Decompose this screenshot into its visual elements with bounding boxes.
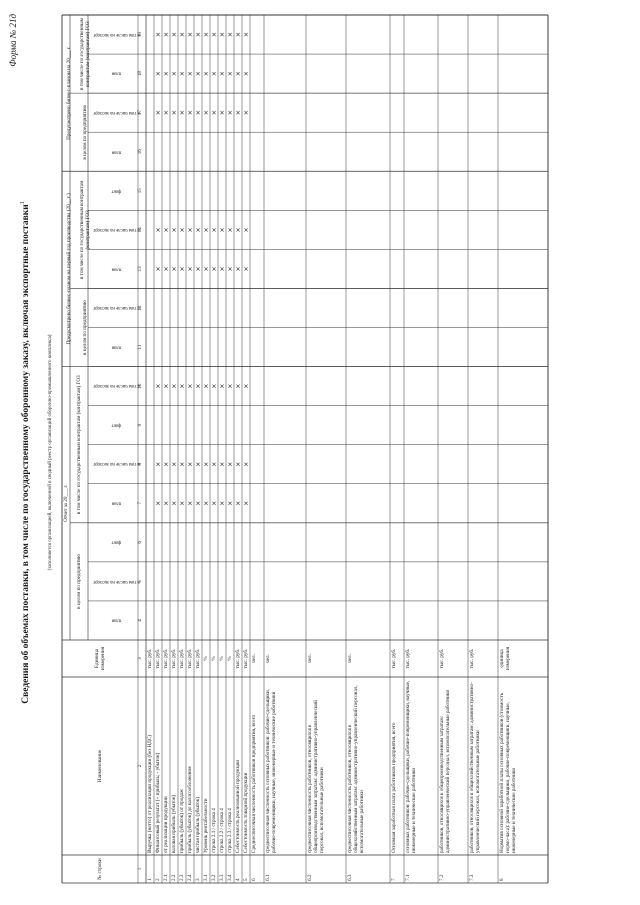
- row-unit: тыс. руб.: [155, 648, 161, 669]
- row-number: 5: [243, 878, 249, 881]
- row-name: строка 2.1 / строка 4: [211, 808, 217, 853]
- column-number: 3: [138, 657, 143, 660]
- na-mark: ×: [226, 227, 234, 233]
- na-mark: ×: [178, 266, 186, 272]
- na-mark: ×: [218, 500, 226, 507]
- row-name: Норматив основной заработной платы основных работников (стоимость нормо-часа): рабочие-сдельщики, рабочие-повременщики, научные, инженерные и технические работники: [499, 692, 517, 853]
- na-mark: ×: [226, 461, 234, 467]
- na-mark: ×: [218, 461, 226, 467]
- na-mark: ×: [226, 383, 234, 389]
- row-name: прибыль (убыток) от продаж: [179, 789, 185, 853]
- na-mark: ×: [234, 500, 242, 507]
- na-mark: ×: [194, 70, 202, 77]
- title-footnote: 1: [20, 201, 26, 205]
- header-leaf-fact: [94, 523, 138, 562]
- na-mark: ×: [242, 227, 250, 233]
- na-mark: ×: [186, 461, 194, 467]
- header-report-total: в целом по предприятию: [76, 553, 82, 609]
- header-leaf-incl_export: [94, 210, 138, 249]
- column-number: 6: [138, 541, 143, 544]
- period-forecast-plan: Предусмотрено бизнес-планом на 20___ г.: [66, 46, 72, 140]
- row-unit: %: [219, 656, 225, 661]
- row-unit: тыс. руб.: [243, 648, 249, 669]
- row-name: Среднесписочная численность работников предприятия, всего: [251, 714, 257, 853]
- row-name: основных работников: рабочие-сдельщики, рабочие-повременщики, научные, инженерные и технические работники: [405, 680, 417, 853]
- row-unit: тыс. руб.: [147, 648, 153, 669]
- row-name: прибыль (убыток) до налогообложения: [187, 766, 193, 853]
- row-number: 2: [155, 878, 161, 881]
- header-plan-goz: в том числе по государственным контрактам (контрактам) ГОЗ: [79, 18, 91, 91]
- na-mark: ×: [218, 266, 226, 272]
- na-mark: ×: [154, 383, 162, 389]
- na-mark: ×: [170, 500, 178, 507]
- row-name: работников, относящихся к общепроизводственным затратам: административно-управленческий персонал, вспомогательные работники: [439, 689, 451, 853]
- header-leaf-plan: [94, 328, 138, 367]
- na-mark: ×: [178, 109, 186, 116]
- period-forecast-first: Предусмотрено бизнес-планом на первый год производства (20__ г.): [66, 193, 72, 345]
- row-name: Себестоимость товарной продукции: [243, 772, 249, 853]
- column-number: 19: [138, 32, 143, 38]
- na-mark: ×: [226, 31, 234, 38]
- na-mark: ×: [218, 70, 226, 77]
- row-unit: тыс. руб.: [163, 648, 169, 669]
- header-leaf-plan-text: план: [111, 617, 121, 623]
- header-leaf-fact-text: факт: [111, 422, 121, 428]
- row-name: Себестоимость реализованной продукции: [235, 759, 241, 853]
- header-leaf-fact-text: факт: [111, 539, 121, 545]
- na-mark: ×: [234, 31, 242, 38]
- row-number: 3.1: [203, 874, 209, 881]
- header-leaf-incl_export: [94, 445, 138, 484]
- units-note: (заполняется организацией, включенной в сводный реестр организаций оборонно-промышленного комплекса): [48, 334, 53, 571]
- na-mark: ×: [170, 109, 178, 116]
- na-mark: ×: [154, 70, 162, 77]
- header-leaf-incl_export: [94, 15, 138, 54]
- na-mark: ×: [186, 31, 194, 38]
- row-number: 3: [195, 878, 201, 881]
- row-name: Финансовый результат (+ прибыль; - убыток): [155, 752, 161, 853]
- na-mark: ×: [154, 500, 162, 507]
- na-mark: ×: [186, 500, 194, 507]
- row-unit: %: [211, 656, 217, 661]
- row-number: 2.2: [171, 874, 177, 881]
- header-row-no: № строки: [97, 858, 103, 880]
- row-number: 7: [391, 878, 397, 881]
- header-leaf-incl_export: [94, 367, 138, 406]
- row-unit: чел.: [251, 654, 257, 663]
- na-mark: ×: [242, 500, 250, 507]
- na-mark: ×: [154, 266, 162, 272]
- na-mark: ×: [154, 227, 162, 233]
- column-number: 11: [138, 344, 143, 350]
- form-number: Форма № 21д: [8, 14, 18, 67]
- na-mark: ×: [218, 31, 226, 38]
- row-number: 6.3: [347, 874, 353, 881]
- na-mark: ×: [202, 461, 210, 467]
- row-name: строка 2.2 / строка 4: [219, 808, 225, 853]
- row-unit: тыс. руб.: [391, 648, 397, 669]
- na-mark: ×: [226, 70, 234, 77]
- na-mark: ×: [218, 109, 226, 116]
- na-mark: ×: [186, 70, 194, 77]
- na-mark: ×: [178, 227, 186, 233]
- header-leaf-incl_export: [94, 93, 138, 132]
- column-number: 5: [138, 580, 143, 583]
- header-leaf-incl_export-text: в том числе на экспорт: [92, 461, 140, 467]
- period-report: Отчет за 20___ г.: [63, 484, 69, 522]
- header-leaf-fact-text: факт: [111, 188, 121, 194]
- header-leaf-plan: [94, 249, 138, 288]
- column-number: 2: [138, 764, 143, 768]
- column-number: 18: [138, 71, 143, 77]
- na-mark: ×: [202, 70, 210, 77]
- row-number: 7.3: [469, 874, 475, 881]
- header-leaf-incl_export: [94, 288, 138, 327]
- na-mark: ×: [194, 500, 202, 507]
- row-unit: тыс. руб.: [187, 648, 193, 669]
- na-mark: ×: [234, 383, 242, 389]
- na-mark: ×: [194, 109, 202, 116]
- na-mark: ×: [218, 383, 226, 389]
- row-unit: тыс. руб.: [235, 648, 241, 669]
- header-plan-total: в целом по предприятию: [82, 104, 88, 160]
- row-unit: тыс. руб.: [405, 648, 411, 669]
- column-number: 12: [138, 305, 143, 311]
- na-mark: ×: [186, 227, 194, 233]
- header-leaf-incl_export-text: в том числе на экспорт: [92, 32, 140, 38]
- na-mark: ×: [210, 266, 218, 272]
- header-leaf-fact: [94, 171, 138, 210]
- column-number: 8: [138, 462, 143, 466]
- row-name: строка 2.3 / строка 4: [227, 808, 233, 853]
- na-mark: ×: [234, 109, 242, 116]
- na-mark: ×: [170, 70, 178, 77]
- row-name: чистая прибыль (убыток): [195, 797, 201, 853]
- na-mark: ×: [202, 227, 210, 233]
- na-mark: ×: [186, 109, 194, 116]
- row-number: 4: [235, 878, 241, 881]
- na-mark: ×: [194, 461, 202, 467]
- na-mark: ×: [226, 266, 234, 272]
- column-number: 1: [138, 867, 143, 871]
- header-first-goz: в том числе по государственным контрактам (контрактам) ГОЗ: [79, 180, 91, 280]
- na-mark: ×: [210, 461, 218, 467]
- na-mark: ×: [170, 461, 178, 467]
- header-leaf-incl_export-text: в том числе на экспорт: [92, 578, 140, 584]
- column-number: 10: [138, 383, 143, 389]
- row-number: 7.1: [405, 874, 411, 881]
- row-number: 2.4: [187, 874, 193, 881]
- na-mark: ×: [194, 383, 202, 389]
- na-mark: ×: [170, 227, 178, 233]
- row-unit: %: [227, 656, 233, 661]
- header-report-goz: в том числе по государственным контрактам (контрактам) ГОЗ: [76, 375, 82, 515]
- column-number: 9: [138, 423, 143, 427]
- header-leaf-plan: [94, 484, 138, 523]
- header-leaf-plan: [94, 601, 138, 640]
- na-mark: ×: [194, 227, 202, 233]
- header-leaf-incl_export-text: в том числе на экспорт: [92, 383, 140, 389]
- row-name: среднесписочная численность работников, относящихся к общепроизводственным затратам: административно-управленческий персонал, вспомогательные работники: [307, 700, 325, 853]
- row-unit: тыс. руб.: [469, 648, 475, 669]
- na-mark: ×: [154, 461, 162, 467]
- row-unit: чел.: [347, 654, 353, 663]
- na-mark: ×: [226, 500, 234, 507]
- na-mark: ×: [178, 70, 186, 77]
- na-mark: ×: [242, 70, 250, 77]
- na-mark: ×: [162, 109, 170, 116]
- na-mark: ×: [178, 461, 186, 467]
- na-mark: ×: [210, 31, 218, 38]
- na-mark: ×: [234, 266, 242, 272]
- row-name: Основная заработная плата работников предприятия, всего: [391, 722, 397, 853]
- na-mark: ×: [154, 109, 162, 116]
- column-number: 17: [138, 110, 143, 116]
- row-name: среднесписочная численность работников, относящихся к общехозяйственным затратам: административно-управленческий персонал, вспомогательные работники: [347, 685, 365, 853]
- row-name: среднесписочная численность основных работников: рабочие-сдельщики, рабочие-повременщики, научные, инженерные и технические работники: [265, 689, 277, 853]
- row-unit: тыс. руб.: [439, 648, 445, 669]
- row-number: 8: [499, 878, 505, 881]
- header-leaf-incl_export-text: в том числе на экспорт: [92, 227, 140, 233]
- na-mark: ×: [242, 266, 250, 272]
- na-mark: ×: [178, 500, 186, 507]
- na-mark: ×: [162, 31, 170, 38]
- header-leaf-incl_export-text: в том числе на экспорт: [92, 305, 140, 311]
- na-mark: ×: [154, 31, 162, 38]
- na-mark: ×: [234, 70, 242, 77]
- header-leaf-plan-text: план: [111, 266, 121, 272]
- row-unit: тыс. руб.: [171, 648, 177, 669]
- na-mark: ×: [210, 70, 218, 77]
- row-number: 3.4: [227, 874, 233, 881]
- na-mark: ×: [210, 500, 218, 507]
- na-mark: ×: [202, 266, 210, 272]
- na-mark: ×: [210, 383, 218, 389]
- na-mark: ×: [210, 109, 218, 116]
- row-unit: единица измерения: [499, 646, 511, 671]
- column-number: 4: [138, 619, 143, 622]
- header-leaf-plan-text: план: [111, 71, 121, 77]
- row-unit: тыс. руб.: [195, 648, 201, 669]
- na-mark: ×: [234, 461, 242, 467]
- header-unit: Единица измерения: [94, 646, 106, 671]
- row-name: работников, относящихся к общехозяйственным затратам: административно-управленческий персонал, вспомогательные работники: [469, 682, 481, 853]
- na-mark: ×: [242, 461, 250, 467]
- header-leaf-fact: [94, 406, 138, 445]
- row-name: от реализации продукции: [163, 796, 169, 853]
- header-leaf-plan: [94, 54, 138, 93]
- na-mark: ×: [242, 31, 250, 38]
- row-number: 6.1: [265, 874, 271, 881]
- na-mark: ×: [162, 383, 170, 389]
- row-number: 7.2: [439, 874, 445, 881]
- na-mark: ×: [186, 383, 194, 389]
- row-unit: %: [203, 656, 209, 661]
- column-number: 14: [138, 227, 143, 233]
- na-mark: ×: [194, 266, 202, 272]
- na-mark: ×: [162, 500, 170, 507]
- header-leaf-plan: [94, 132, 138, 171]
- na-mark: ×: [178, 31, 186, 38]
- na-mark: ×: [202, 383, 210, 389]
- na-mark: ×: [218, 227, 226, 233]
- header-leaf-incl_export-text: в том числе на экспорт: [92, 110, 140, 116]
- column-number: 15: [138, 188, 143, 194]
- row-number: 1: [147, 878, 153, 881]
- na-mark: ×: [242, 109, 250, 116]
- row-unit: чел.: [307, 654, 313, 663]
- header-leaf-plan-text: план: [111, 500, 121, 506]
- na-mark: ×: [234, 227, 242, 233]
- na-mark: ×: [162, 227, 170, 233]
- header-first-total: в целом по предприятию: [82, 300, 88, 355]
- na-mark: ×: [202, 109, 210, 116]
- header-leaf-plan-text: план: [111, 344, 121, 350]
- na-mark: ×: [202, 500, 210, 507]
- na-mark: ×: [242, 383, 250, 389]
- na-mark: ×: [202, 31, 210, 38]
- row-name: Выручка (нетто) от реализации продукции (без НДС): [147, 734, 153, 853]
- column-number: 16: [138, 149, 143, 155]
- row-unit: чел.: [265, 654, 271, 663]
- row-name: Уровень рентабельности: [203, 798, 209, 853]
- title-text: Сведения об объемах поставки, в том числе по государственному оборонному заказу, включая экспортные поставки: [21, 204, 32, 704]
- row-number: 6: [251, 878, 257, 881]
- row-number: 2.1: [163, 874, 169, 881]
- na-mark: ×: [162, 461, 170, 467]
- header-leaf-incl_export: [94, 562, 138, 601]
- na-mark: ×: [170, 383, 178, 389]
- row-name: валовая прибыль (убыток): [171, 794, 177, 853]
- header-leaf-plan-text: план: [111, 149, 121, 155]
- na-mark: ×: [178, 383, 186, 389]
- row-number: 6.2: [307, 874, 313, 881]
- column-number: 7: [138, 502, 143, 505]
- na-mark: ×: [162, 266, 170, 272]
- header-name: Наименование: [97, 749, 103, 783]
- na-mark: ×: [194, 31, 202, 38]
- na-mark: ×: [170, 31, 178, 38]
- na-mark: ×: [186, 266, 194, 272]
- na-mark: ×: [210, 227, 218, 233]
- row-unit: тыс. руб.: [179, 648, 185, 669]
- row-number: 2.3: [179, 874, 185, 881]
- na-mark: ×: [170, 266, 178, 272]
- column-number: 13: [138, 266, 143, 272]
- row-number: 3.3: [219, 874, 225, 881]
- na-mark: ×: [162, 70, 170, 77]
- na-mark: ×: [226, 109, 234, 116]
- row-number: 3.2: [211, 874, 217, 881]
